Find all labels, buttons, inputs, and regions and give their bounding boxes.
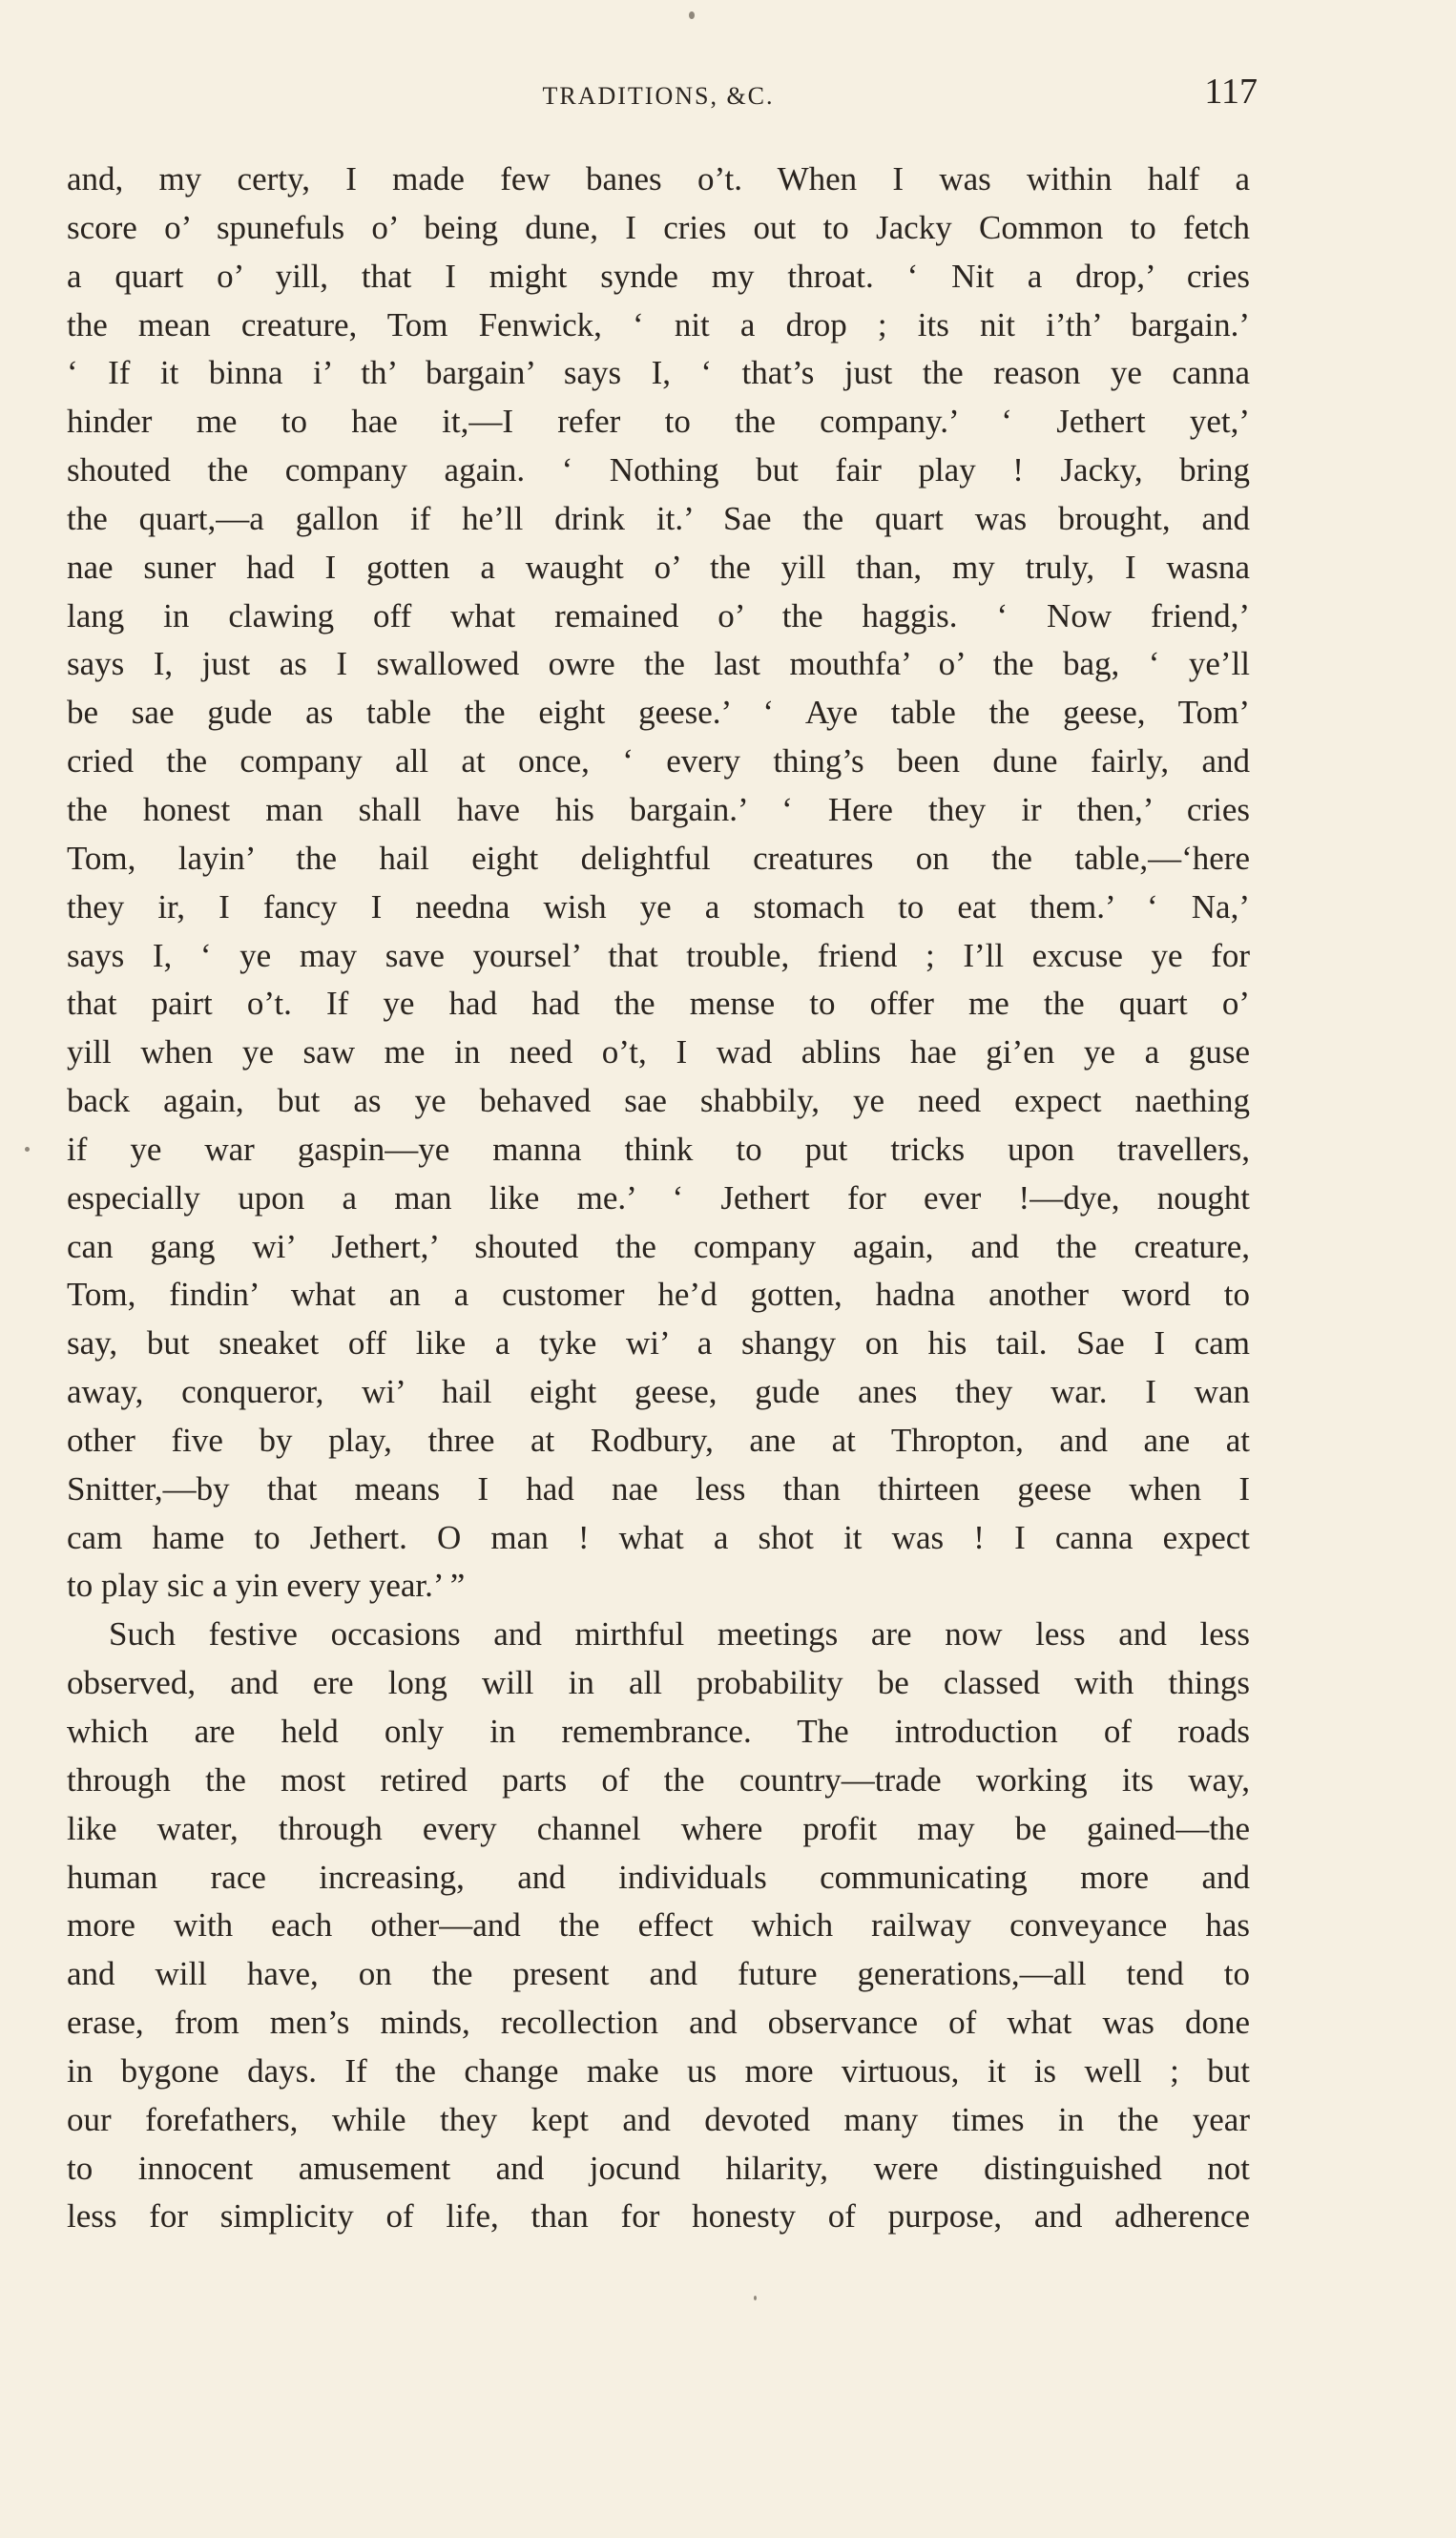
text-line: a quart o’ yill, that I might synde my throat. ‘ Nit a drop,’ cries xyxy=(67,257,1250,295)
text-line: nae suner had I gotten a waught o’ the yill than, my truly, I wasna xyxy=(67,548,1250,586)
text-line: our forefathers, while they kept and devoted many times in the year xyxy=(67,2100,1250,2138)
text-line: says I, just as I swallowed owre the last mouthfa’ o’ the bag, ‘ ye’ll xyxy=(67,645,1250,683)
text-line: ‘ If it binna i’ th’ bargain’ says I, ‘ that’s just the reason ye canna xyxy=(67,354,1250,392)
text-line: more with each other—and the effect which railway conveyance has xyxy=(67,1906,1250,1945)
text-line: cried the company all at once, ‘ every thing’s been dune fairly, and xyxy=(67,742,1250,780)
text-line: says I, ‘ ye may save yoursel’ that trouble, friend ; I’ll excuse ye for xyxy=(67,936,1250,974)
body-text xyxy=(67,156,1250,2241)
text-line: hinder me to hae it,—I refer to the company.’ ‘ Jethert yet,’ xyxy=(67,403,1250,441)
text-line: Tom, layin’ the hail eight delightful creatures on the table,—‘here xyxy=(67,839,1250,877)
text-line: like water, through every channel where profit may be gained—the xyxy=(67,1809,1250,1847)
text-line: especially upon a man like me.’ ‘ Jethert for ever !—dye, nought xyxy=(67,1178,1250,1217)
text-line: and, my certy, I made few banes o’t. When I was within half a xyxy=(67,160,1250,198)
text-line: can gang wi’ Jethert,’ shouted the company again, and the creature, xyxy=(67,1227,1250,1265)
text-line: which are held only in remembrance. The introduction of roads xyxy=(67,1713,1250,1750)
text-line: say, but sneaket off like a tyke wi’ a shangy on his tail. Sae I cam xyxy=(67,1324,1250,1363)
paragraph-first-line: Such festive occasions and mirthful meetings are now less and less xyxy=(109,1615,1250,1654)
text-line: away, conqueror, wi’ hail eight geese, gude anes they war. I wan xyxy=(67,1373,1250,1411)
text-line: Tom, findin’ what an a customer he’d gotten, hadna another word to xyxy=(67,1276,1250,1314)
text-line: Snitter,—by that means I had nae less than thirteen geese when I xyxy=(67,1469,1250,1508)
text-line: in bygone days. If the change make us more virtuous, it is well ; but xyxy=(67,2051,1250,2090)
text-line: back again, but as ye behaved sae shabbily, ye need expect naething xyxy=(67,1082,1250,1120)
text-line: score o’ spunefuls o’ being dune, I cries out to Jacky Common to fetch xyxy=(67,208,1250,246)
text-line: observed, and ere long will in all probability be classed with things xyxy=(67,1664,1250,1702)
text-line: and will have, on the present and future generations,—all tend to xyxy=(67,1955,1250,1993)
text-line: be sae gude as table the eight geese.’ ‘ Aye table the geese, Tom’ xyxy=(67,694,1250,732)
text-line: human race increasing, and individuals communicating more and xyxy=(67,1858,1250,1896)
text-line: the quart,—a gallon if he’ll drink it.’ Sae the quart was brought, and xyxy=(67,499,1250,537)
ink-speck xyxy=(754,2296,757,2300)
page-header xyxy=(67,71,1258,128)
ink-speck xyxy=(25,1147,30,1152)
text-line: to innocent amusement and jocund hilarity, were distinguished not xyxy=(67,2149,1250,2187)
text-line: shouted the company again. ‘ Nothing but fair play ! Jacky, bring xyxy=(67,451,1250,489)
text-line: other five by play, three at Rodbury, ane at Thropton, and ane at xyxy=(67,1421,1250,1459)
text-line: through the most retired parts of the country—trade working its way, xyxy=(67,1760,1250,1799)
text-line: that pairt o’t. If ye had had the mense to offer me the quart o’ xyxy=(67,985,1250,1023)
text-line: cam hame to Jethert. O man ! what a shot it was ! I canna expect xyxy=(67,1518,1250,1556)
text-line: the mean creature, Tom Fenwick, ‘ nit a drop ; its nit i’th’ bargain.’ xyxy=(67,305,1250,343)
text-line: lang in clawing off what remained o’ the haggis. ‘ Now friend,’ xyxy=(67,596,1250,634)
text-line: erase, from men’s minds, recollection and observance of what was done xyxy=(67,2004,1250,2042)
running-head: TRADITIONS, &C. xyxy=(542,82,775,110)
text-line: to play sic a yin every year.’ ” xyxy=(67,1567,466,1605)
text-line: less for simplicity of life, than for honesty of purpose, and adherence xyxy=(67,2197,1250,2236)
text-line: if ye war gaspin—ye manna think to put tricks upon travellers, xyxy=(67,1130,1250,1168)
text-line: the honest man shall have his bargain.’ ‘ Here they ir then,’ cries xyxy=(67,790,1250,828)
ink-speck xyxy=(689,11,695,19)
text-line: yill when ye saw me in need o’t, I wad ablins hae gi’en ye a guse xyxy=(67,1033,1250,1071)
page-number: 117 xyxy=(1204,72,1258,112)
text-line: they ir, I fancy I needna wish ye a stomach to eat them.’ ‘ Na,’ xyxy=(67,887,1250,926)
